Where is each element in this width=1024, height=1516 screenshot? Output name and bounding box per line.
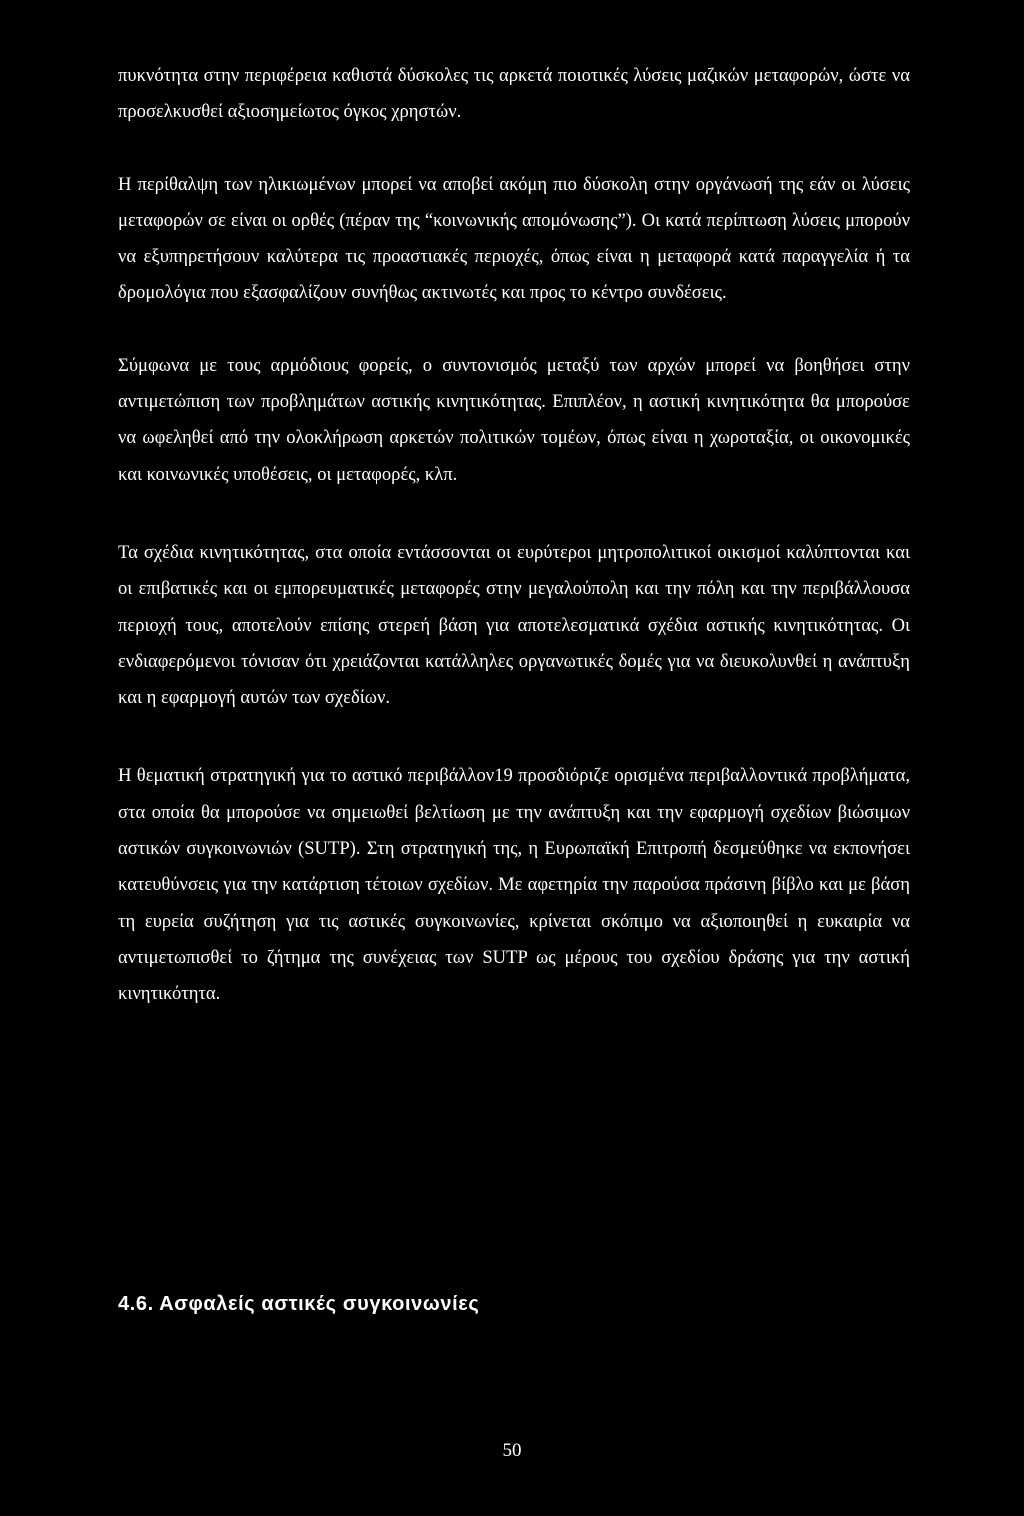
paragraph-5: Η θεματική στρατηγική για το αστικό περιβάλλον19 προσδιόριζε ορισμένα περιβαλλοντικά προβλήματα, στα οποία θα μπορούσε να σημειωθεί βελτίωση με την ανάπτυξη και την εφαρμογή σχεδίων βιώσιμων αστικών συγκοινωνιών (SUTP). Στη στρατηγική της, η Ευρωπαϊκή Επιτροπή δεσμεύθηκε να εκπονήσει κατευθύνσεις για την κατάρτιση τέτοιων σχεδίων. Με αφετηρία την παρούσα πράσινη βίβλο και με βάση τη ευρεία συζήτηση για τις αστικές συγκοινωνίες, κρίνεται σκόπιμο να αξιοποιηθεί η ευκαιρία να αντιμετωπισθεί το ζήτημα της συνέχειας των SUTP ως μέρους του σχεδίου δράσης για την αστική κινητικότητα. (118, 765, 910, 1005)
paragraph-3: Σύμφωνα με τους αρμόδιους φορείς, ο συντονισμός μεταξύ των αρχών μπορεί να βοηθήσει στην αντιμετώπιση των προβλημάτων αστικής κινητικότητας. Επιπλέον, η αστική κινητικότητα θα μπορούσε να ωφεληθεί από την ολοκλήρωση αρκετών πολιτικών τομέων, όπως είναι η χωροταξία, οι οικονομικές και κοινωνικές υποθέσεις, οι μεταφορές, κλπ. (118, 354, 910, 485)
paragraph-2: Η περίθαλψη των ηλικιωμένων μπορεί να αποβεί ακόμη πιο δύσκολη στην οργάνωσή της εάν οι λύσεις μεταφορών σε είναι οι ορθές (πέραν της “κοινωνικής απομόνωσης”). Οι κατά περίπτωση λύσεις μπορούν να εξυπηρετήσουν καλύτερα τις προαστιακές περιοχές, όπως είναι η μεταφορά κατά παραγγελία ή τα δρομολόγια που εξασφαλίζουν συνήθως ακτινωτές και προς το κέντρο συνδέσεις. (118, 173, 910, 304)
document-body (118, 58, 910, 1013)
paragraph-1: πυκνότητα στην περιφέρεια καθιστά δύσκολες τις αρκετά ποιοτικές λύσεις μαζικών μεταφορών, ώστε να προσελκυσθεί αξιοσημείωτος όγκος χρηστών. (118, 65, 910, 123)
page-number: 50 (502, 1440, 522, 1461)
paragraph-4: Τα σχέδια κινητικότητας, στα οποία εντάσσονται οι ευρύτεροι μητροπολιτικοί οικισμοί καλύπτονται και οι επιβατικές και οι εμπορευματικές μεταφορές στην μεγαλούπολη και την πόλη και την περιβάλλουσα περιοχή τους, αποτελούν επίσης στερεή βάση για αποτελεσματικά σχέδια αστικής κινητικότητας. Οι ενδιαφερόμενοι τόνισαν ότι χρειάζονται κατάλληλες οργανωτικές δομές για να διευκολυνθεί η ανάπτυξη και η εφαρμογή αυτών των σχεδίων. (118, 541, 910, 709)
section-heading: 4.6. Ασφαλείς αστικές συγκοινωνίες (118, 1293, 480, 1315)
